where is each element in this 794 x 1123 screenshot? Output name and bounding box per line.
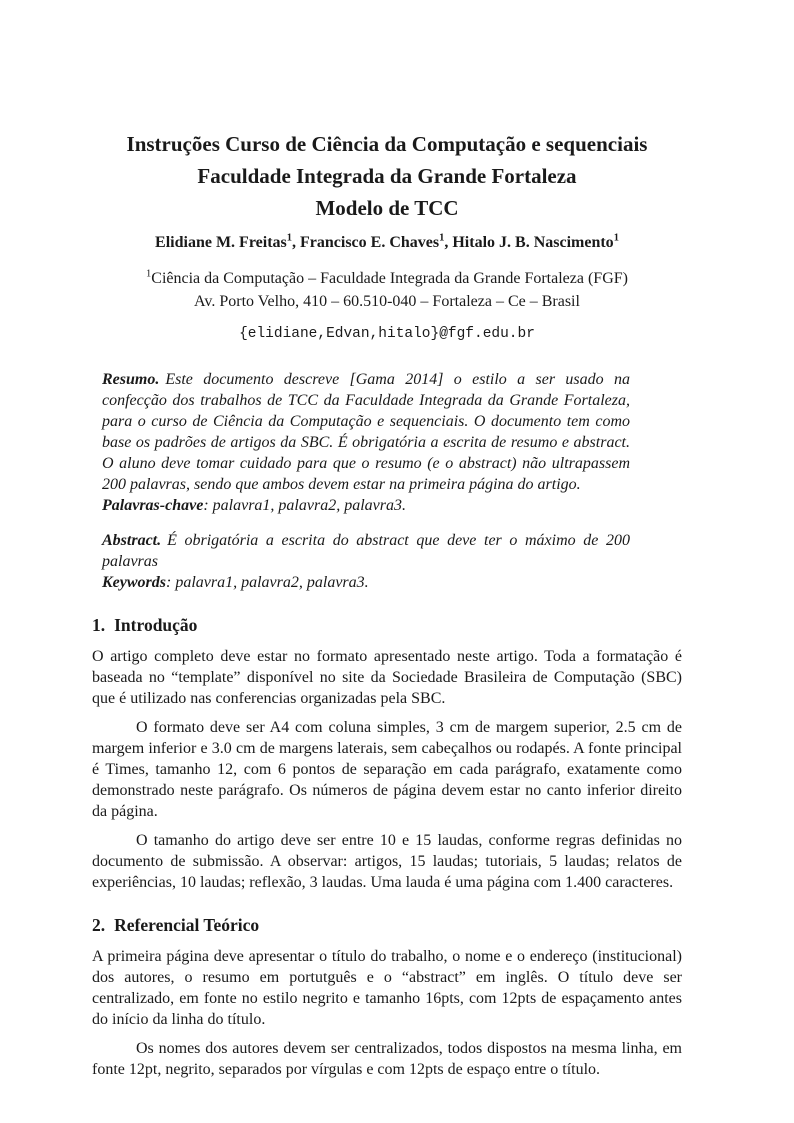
palavras-chave-line <box>102 495 630 516</box>
section-2-heading <box>92 914 682 936</box>
section-2-paragraph-2: Os nomes dos autores devem ser centralizados, todos dispostos na mesma linha, em fonte 12pt, negrito, separados por vírgulas e com 12pts de espaço entre o título. <box>92 1040 682 1078</box>
text-column <box>92 128 682 1080</box>
author-footnote-mark-1: 1 <box>286 232 292 244</box>
keywords-values: : palavra1, palavra2, palavra3. <box>166 574 369 591</box>
palavras-chave-label: Palavras-chave <box>102 497 204 514</box>
email-line: {elidiane,Edvan,hitalo}@fgf.edu.br <box>239 326 535 342</box>
affiliation-line-2: Av. Porto Velho, 410 – 60.510-040 – Fortaleza – Ce – Brasil <box>194 293 580 310</box>
author-separator-2: , <box>444 234 453 251</box>
authors-line <box>92 233 682 253</box>
resumo-block <box>102 369 630 516</box>
resumo-label: Resumo. <box>102 371 160 388</box>
section-2-paragraph-1: A primeira página deve apresentar o título do trabalho, o nome e o endereço (institucional) dos autores, o resumo em portutguês e o “abstract” em inglês. O título deve ser centralizado, em fonte no estilo negrito e tamanho 16pts, com 12pts de espaçamento antes do início da linha do título. <box>92 948 682 1028</box>
author-footnote-mark-3: 1 <box>613 232 619 244</box>
affiliation-line-1 <box>92 267 682 290</box>
section-2-title: Referencial Teórico <box>114 915 260 935</box>
author-name-1: Elidiane M. Freitas <box>155 234 287 251</box>
section-1-number: 1. <box>92 615 106 635</box>
title-line-2: Faculdade Integrada da Grande Fortaleza <box>197 164 577 188</box>
section-1-heading <box>92 614 682 636</box>
author-name-3: Hitalo J. B. Nascimento <box>452 234 614 251</box>
section-1-paragraph-2: O formato deve ser A4 com coluna simples, 3 cm de margem superior, 2.5 cm de margem inferior e 3.0 cm de margens laterais, sem cabeçalhos ou rodapés. A fonte principal é Times, tamanho 12, com 6 pontos de separação em cada parágrafo, exatamente como demonstrado neste parágrafo. Os números de página devem estar no canto inferior direito da página. <box>92 719 682 820</box>
keywords-label: Keywords <box>102 574 166 591</box>
affiliation-footnote-mark: 1 <box>146 268 152 280</box>
title-line-3: Modelo de TCC <box>315 196 459 220</box>
author-footnote-mark-2: 1 <box>439 232 445 244</box>
section-1-paragraph-1: O artigo completo deve estar no formato apresentado neste artigo. Toda a formatação é baseada no “template” disponível no site da Sociedade Brasileira de Computação (SBC) que é utilizado nas conferencias organizadas pela SBC. <box>92 648 682 707</box>
section-1-title: Introdução <box>114 615 198 635</box>
section-2-number: 2. <box>92 915 106 935</box>
author-name-2: Francisco E. Chaves <box>300 234 440 251</box>
affiliation-institution: Ciência da Computação – Faculdade Integrada da Grande Fortaleza (FGF) <box>151 270 628 287</box>
abstract-label: Abstract. <box>102 532 162 549</box>
affiliation-block <box>92 267 682 313</box>
resumo-text: Este documento descreve [Gama 2014] o estilo a ser usado na confecção dos trabalhos de TCC da Faculdade Integrada da Grande Fortaleza, para o curso de Ciência da Computação e sequenciais. O documento tem como base os padrões de artigos da SBC. É obrigatória a escrita de resumo e abstract. O aluno deve tomar cuidado para que o resumo (e o abstract) não ultrapassem 200 palavras, sendo que ambos devem estar na primeira página do artigo. <box>102 371 630 493</box>
abstract-block <box>102 530 630 593</box>
resumo-paragraph <box>102 369 630 495</box>
paper-title <box>92 128 682 224</box>
abstract-text: É obrigatória a escrita do abstract que deve ter o máximo de 200 palavras <box>102 532 630 570</box>
section-1-paragraph-3: O tamanho do artigo deve ser entre 10 e 15 laudas, conforme regras definidas no documento de submissão. A observar: artigos, 15 laudas; tutoriais, 5 laudas; relatos de experiências, 10 laudas; reflexão, 3 laudas. Uma lauda é uma página com 1.400 caracteres. <box>92 832 682 891</box>
keywords-line <box>102 572 630 593</box>
palavras-chave-values: : palavra1, palavra2, palavra3. <box>203 497 406 514</box>
author-separator-1: , <box>292 234 300 251</box>
abstract-paragraph <box>102 530 630 572</box>
title-line-1: Instruções Curso de Ciência da Computação e sequenciais <box>126 132 648 156</box>
